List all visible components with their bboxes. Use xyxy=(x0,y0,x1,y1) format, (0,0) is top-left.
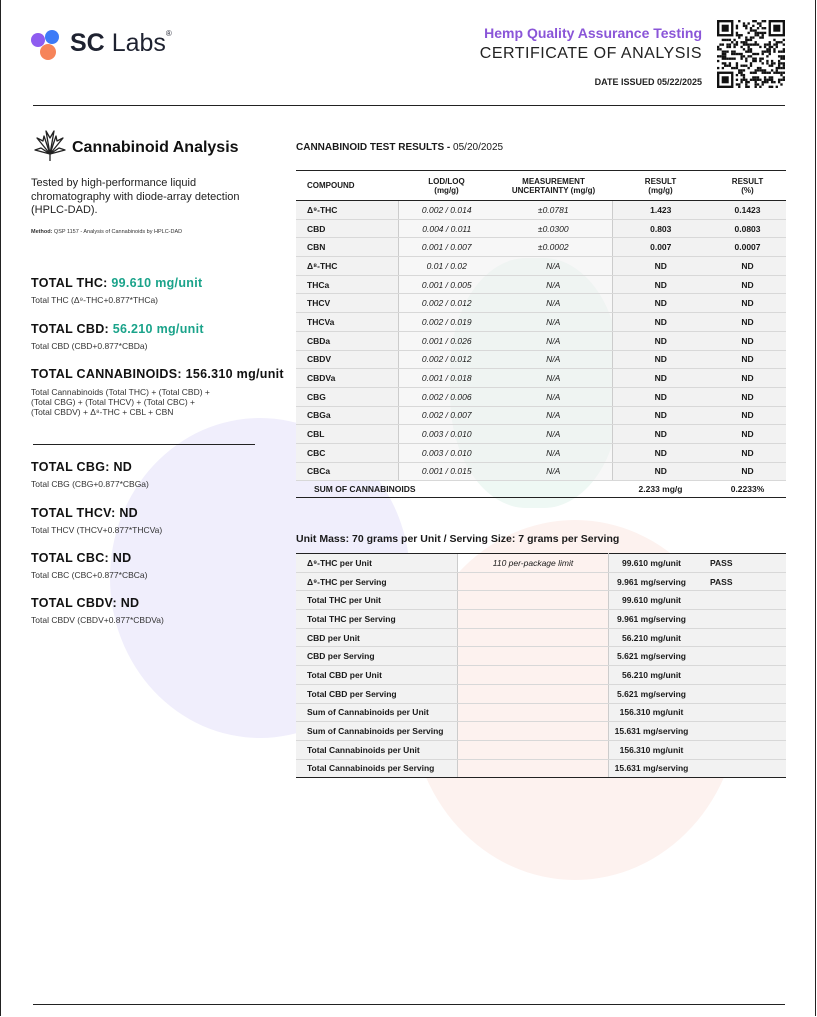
unit-value-cell: 5.621 mg/serving xyxy=(609,684,695,703)
compound-cell: CBDVa xyxy=(296,369,398,388)
unit-value-cell: 9.961 mg/serving xyxy=(609,610,695,629)
table-row xyxy=(296,628,786,647)
table-row xyxy=(296,722,786,741)
method-description: Tested by high-performance liquid chromatography with diode-array detection (HPLC-DAD). xyxy=(31,177,240,216)
table-row xyxy=(296,350,786,369)
uncertainty-cell: ±0.0002 xyxy=(495,238,612,257)
status-cell xyxy=(694,591,786,610)
col-result-mgg: RESULT (mg/g) xyxy=(612,171,709,201)
total-cbc: TOTAL CBC: ND xyxy=(31,551,132,565)
result-pct-cell: 0.0803 xyxy=(709,219,786,238)
result-mgg-cell: ND xyxy=(612,462,709,481)
table-row xyxy=(296,666,786,685)
unit-label-cell: Total CBD per Unit xyxy=(296,666,458,685)
compound-cell: CBDV xyxy=(296,350,398,369)
result-pct-cell: ND xyxy=(709,275,786,294)
sum-row xyxy=(296,481,786,498)
unit-label-cell: Sum of Cannabinoids per Unit xyxy=(296,703,458,722)
table-row xyxy=(296,425,786,444)
uncertainty-cell: N/A xyxy=(495,387,612,406)
limit-cell xyxy=(458,666,609,685)
result-mgg-cell: 0.803 xyxy=(612,219,709,238)
left-divider xyxy=(33,444,255,445)
result-pct-cell: ND xyxy=(709,406,786,425)
uncertainty-cell: N/A xyxy=(495,369,612,388)
total-thcv: TOTAL THCV: ND xyxy=(31,506,138,520)
table-row xyxy=(296,591,786,610)
date-issued: DATE ISSUED 05/22/2025 xyxy=(594,77,702,87)
uncertainty-cell: N/A xyxy=(495,257,612,276)
status-cell xyxy=(694,610,786,629)
total-cbg: TOTAL CBG: ND xyxy=(31,460,133,474)
table-row xyxy=(296,257,786,276)
table-row xyxy=(296,275,786,294)
result-pct-cell: ND xyxy=(709,294,786,313)
col-result-pct: RESULT (%) xyxy=(709,171,786,201)
uncertainty-cell: N/A xyxy=(495,462,612,481)
col-compound: COMPOUND xyxy=(296,171,398,201)
result-mgg-cell: ND xyxy=(612,406,709,425)
result-pct-cell: 0.0007 xyxy=(709,238,786,257)
total-cbd-formula: Total CBD (CBD+0.877*CBDa) xyxy=(31,341,148,351)
lodloq-cell: 0.001 / 0.015 xyxy=(398,462,495,481)
result-pct-cell: 0.1423 xyxy=(709,201,786,220)
compound-cell: CBN xyxy=(296,238,398,257)
result-mgg-cell: ND xyxy=(612,331,709,350)
limit-cell xyxy=(458,591,609,610)
lodloq-cell: 0.001 / 0.026 xyxy=(398,331,495,350)
table-row xyxy=(296,219,786,238)
table-row xyxy=(296,462,786,481)
status-cell xyxy=(694,703,786,722)
unit-value-cell: 156.310 mg/unit xyxy=(609,740,695,759)
compound-cell: THCVa xyxy=(296,313,398,332)
table-row xyxy=(296,331,786,350)
result-pct-cell: ND xyxy=(709,313,786,332)
lodloq-cell: 0.001 / 0.005 xyxy=(398,275,495,294)
unit-label-cell: Total THC per Unit xyxy=(296,591,458,610)
table-row xyxy=(296,610,786,629)
uncertainty-cell: N/A xyxy=(495,350,612,369)
status-cell xyxy=(694,740,786,759)
result-pct-cell: ND xyxy=(709,369,786,388)
limit-cell xyxy=(458,684,609,703)
status-cell xyxy=(694,647,786,666)
result-pct-cell: ND xyxy=(709,443,786,462)
uncertainty-cell: N/A xyxy=(495,294,612,313)
header-subtitle: Hemp Quality Assurance Testing xyxy=(484,25,702,41)
table-row xyxy=(296,201,786,220)
compound-cell: CBG xyxy=(296,387,398,406)
uncertainty-cell: N/A xyxy=(495,443,612,462)
unit-label-cell: Sum of Cannabinoids per Serving xyxy=(296,722,458,741)
lodloq-cell: 0.002 / 0.012 xyxy=(398,350,495,369)
unit-label-cell: CBD per Serving xyxy=(296,647,458,666)
per-unit-results-table xyxy=(296,553,786,778)
lodloq-cell: 0.002 / 0.007 xyxy=(398,406,495,425)
limit-cell xyxy=(458,740,609,759)
lodloq-cell: 0.002 / 0.014 xyxy=(398,201,495,220)
method-note: Method: QSP 1157 - Analysis of Cannabinoids by HPLC-DAD xyxy=(31,229,183,235)
uncertainty-cell: N/A xyxy=(495,425,612,444)
unit-value-cell: 56.210 mg/unit xyxy=(609,666,695,685)
result-pct-cell: ND xyxy=(709,331,786,350)
table-row xyxy=(296,369,786,388)
table-row xyxy=(296,387,786,406)
result-mgg-cell: ND xyxy=(612,257,709,276)
col-uncertainty: MEASUREMENT UNCERTAINTY (mg/g) xyxy=(495,171,612,201)
unit-label-cell: Total CBD per Serving xyxy=(296,684,458,703)
status-cell xyxy=(694,684,786,703)
total-cbg-formula: Total CBG (CBG+0.877*CBGa) xyxy=(31,479,149,489)
unit-label-cell: CBD per Unit xyxy=(296,628,458,647)
lodloq-cell: 0.003 / 0.010 xyxy=(398,425,495,444)
limit-cell xyxy=(458,703,609,722)
total-cannabinoids: TOTAL CANNABINOIDS: 156.310 mg/unit xyxy=(31,367,284,381)
test-results-title: CANNABINOID TEST RESULTS - 05/20/2025 xyxy=(296,142,504,153)
lodloq-cell: 0.003 / 0.010 xyxy=(398,443,495,462)
status-cell xyxy=(694,722,786,741)
cannabinoid-results-table xyxy=(296,170,786,498)
compound-cell: Δ⁹-THC xyxy=(296,201,398,220)
sum-label: SUM OF CANNABINOIDS xyxy=(296,481,612,498)
status-cell: PASS xyxy=(694,572,786,591)
compound-cell: CBC xyxy=(296,443,398,462)
limit-cell: 110 per-package limit xyxy=(458,554,609,573)
uncertainty-cell: N/A xyxy=(495,331,612,350)
status-cell xyxy=(694,628,786,647)
total-thc: TOTAL THC: 99.610 mg/unit xyxy=(31,276,203,290)
status-cell xyxy=(694,666,786,685)
lodloq-cell: 0.01 / 0.02 xyxy=(398,257,495,276)
lodloq-cell: 0.002 / 0.019 xyxy=(398,313,495,332)
result-mgg-cell: ND xyxy=(612,387,709,406)
unit-value-cell: 99.610 mg/unit xyxy=(609,554,695,573)
total-cbdv-formula: Total CBDV (CBDV+0.877*CBDVa) xyxy=(31,615,164,625)
result-mgg-cell: ND xyxy=(612,294,709,313)
uncertainty-cell: N/A xyxy=(495,275,612,294)
table-row xyxy=(296,740,786,759)
compound-cell: THCa xyxy=(296,275,398,294)
unit-value-cell: 56.210 mg/unit xyxy=(609,628,695,647)
unit-mass-title: Unit Mass: 70 grams per Unit / Serving Size: 7 grams per Serving xyxy=(296,533,620,545)
table-row xyxy=(296,684,786,703)
total-thcv-formula: Total THCV (THCV+0.877*THCVa) xyxy=(31,525,163,535)
compound-cell: THCV xyxy=(296,294,398,313)
sum-mgg: 2.233 mg/g xyxy=(612,481,709,498)
result-mgg-cell: ND xyxy=(612,275,709,294)
lodloq-cell: 0.002 / 0.012 xyxy=(398,294,495,313)
compound-cell: CBD xyxy=(296,219,398,238)
table-row xyxy=(296,647,786,666)
table-row xyxy=(296,759,786,778)
compound-cell: CBDa xyxy=(296,331,398,350)
unit-label-cell: Total Cannabinoids per Serving xyxy=(296,759,458,778)
limit-cell xyxy=(458,647,609,666)
table-row xyxy=(296,703,786,722)
result-mgg-cell: ND xyxy=(612,425,709,444)
lodloq-cell: 0.004 / 0.011 xyxy=(398,219,495,238)
unit-value-cell: 156.310 mg/unit xyxy=(609,703,695,722)
result-mgg-cell: ND xyxy=(612,350,709,369)
total-thc-formula: Total THC (Δ⁹-THC+0.877*THCa) xyxy=(31,295,159,305)
table-row xyxy=(296,572,786,591)
compound-cell: Δ⁸-THC xyxy=(296,257,398,276)
result-pct-cell: ND xyxy=(709,387,786,406)
sum-pct: 0.2233% xyxy=(709,481,786,498)
lodloq-cell: 0.002 / 0.006 xyxy=(398,387,495,406)
uncertainty-cell: ±0.0300 xyxy=(495,219,612,238)
result-pct-cell: ND xyxy=(709,425,786,444)
result-mgg-cell: 0.007 xyxy=(612,238,709,257)
result-mgg-cell: ND xyxy=(612,443,709,462)
status-cell: PASS xyxy=(694,554,786,573)
table-row xyxy=(296,313,786,332)
cannabis-leaf-icon xyxy=(33,128,67,162)
qr-code-icon[interactable] xyxy=(717,20,785,88)
total-cbdv: TOTAL CBDV: ND xyxy=(31,596,140,610)
table-row xyxy=(296,443,786,462)
total-cbc-formula: Total CBC (CBC+0.877*CBCa) xyxy=(31,570,148,580)
table-header-row xyxy=(296,171,786,201)
footer-divider xyxy=(33,1004,785,1005)
logo-mark-icon xyxy=(28,26,68,66)
unit-value-cell: 15.631 mg/serving xyxy=(609,722,695,741)
header-title: CERTIFICATE OF ANALYSIS xyxy=(479,45,702,62)
unit-value-cell: 5.621 mg/serving xyxy=(609,647,695,666)
limit-cell xyxy=(458,722,609,741)
unit-label-cell: Total Cannabinoids per Unit xyxy=(296,740,458,759)
unit-label-cell: Total THC per Serving xyxy=(296,610,458,629)
lodloq-cell: 0.001 / 0.018 xyxy=(398,369,495,388)
unit-value-cell: 15.631 mg/serving xyxy=(609,759,695,778)
section-title: Cannabinoid Analysis xyxy=(72,139,239,156)
unit-value-cell: 9.961 mg/serving xyxy=(609,572,695,591)
result-pct-cell: ND xyxy=(709,350,786,369)
compound-cell: CBL xyxy=(296,425,398,444)
table-row xyxy=(296,406,786,425)
unit-label-cell: Δ⁹-THC per Serving xyxy=(296,572,458,591)
status-cell xyxy=(694,759,786,778)
limit-cell xyxy=(458,572,609,591)
result-pct-cell: ND xyxy=(709,257,786,276)
table-row xyxy=(296,294,786,313)
compound-cell: CBGa xyxy=(296,406,398,425)
uncertainty-cell: N/A xyxy=(495,313,612,332)
header-divider xyxy=(33,105,785,106)
result-mgg-cell: ND xyxy=(612,369,709,388)
compound-cell: CBCa xyxy=(296,462,398,481)
table-row xyxy=(296,554,786,573)
uncertainty-cell: ±0.0781 xyxy=(495,201,612,220)
limit-cell xyxy=(458,628,609,647)
sc-labs-logo xyxy=(28,26,188,66)
unit-label-cell: Δ⁹-THC per Unit xyxy=(296,554,458,573)
limit-cell xyxy=(458,759,609,778)
uncertainty-cell: N/A xyxy=(495,406,612,425)
unit-value-cell: 99.610 mg/unit xyxy=(609,591,695,610)
result-mgg-cell: 1.423 xyxy=(612,201,709,220)
logo-wordmark: SC Labs® xyxy=(70,29,172,57)
result-pct-cell: ND xyxy=(709,462,786,481)
total-cannabinoids-formula: Total Cannabinoids (Total THC) + (Total CBD) + (Total CBG) + (Total THCV) + (Total CBC) + (Total CBDV) + Δ⁸-THC + CBL + CBN xyxy=(31,387,210,417)
lodloq-cell: 0.001 / 0.007 xyxy=(398,238,495,257)
total-cbd: TOTAL CBD: 56.210 mg/unit xyxy=(31,322,204,336)
limit-cell xyxy=(458,610,609,629)
col-lodloq: LOD/LOQ (mg/g) xyxy=(398,171,495,201)
table-row xyxy=(296,238,786,257)
result-mgg-cell: ND xyxy=(612,313,709,332)
